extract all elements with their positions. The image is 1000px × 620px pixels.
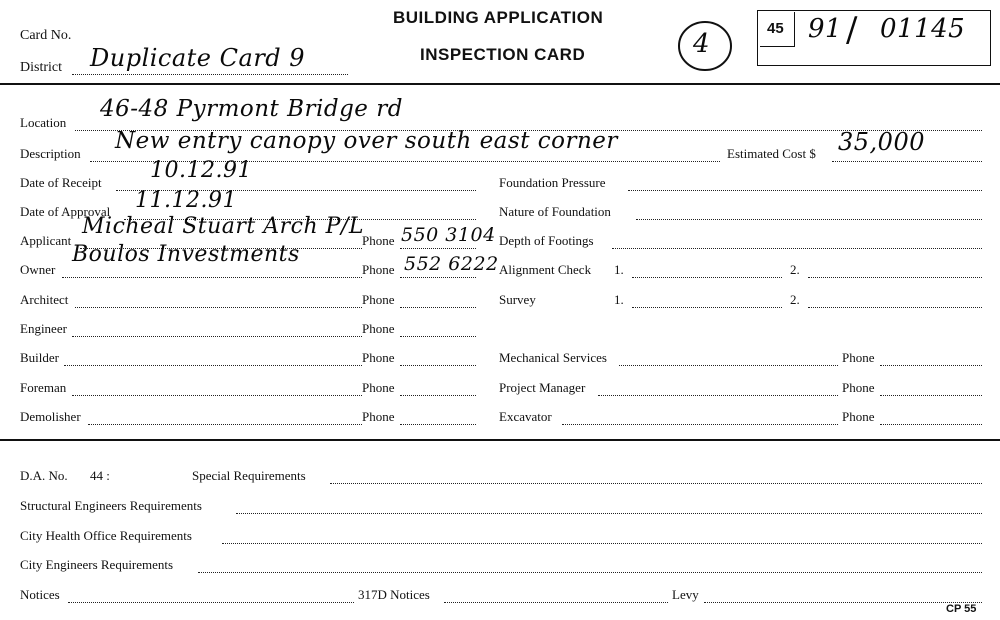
foreman-phone-line: [400, 394, 476, 396]
structural-engineers-label: Structural Engineers Requirements: [20, 498, 202, 513]
alignment-check-label: Alignment Check: [499, 262, 592, 277]
engineer-label: Engineer: [20, 321, 67, 336]
levy-label: Levy: [672, 587, 699, 602]
special-requirements-line: [330, 482, 982, 484]
builder-phone-line: [400, 364, 476, 366]
survey-1: 1.: [614, 292, 624, 307]
architect-label: Architect: [20, 292, 69, 307]
architect-phone-label: Phone: [362, 292, 395, 307]
mechanical-services-line: [619, 364, 838, 366]
applicant-value: Micheal Stuart Arch P/L: [82, 214, 364, 239]
architect-phone-line: [400, 306, 476, 308]
date-approval-label: Date of Approval: [20, 204, 111, 219]
owner-value: Boulos Investments: [72, 242, 300, 267]
foundation-pressure-line: [628, 189, 982, 191]
mechanical-services-label: Mechanical Services: [499, 350, 607, 365]
circle-mark: [675, 17, 735, 75]
date-receipt-label: Date of Receipt: [20, 175, 102, 190]
description-value: New entry canopy over south east corner: [115, 128, 618, 154]
notices-317d-label: 317D Notices: [358, 587, 430, 602]
card-no-label: Card No.: [20, 28, 72, 43]
date-approval-value: 11.12.91: [135, 188, 237, 213]
alignment-check-2-line: [808, 276, 982, 278]
ref-separator: /: [846, 10, 858, 50]
location-label: Location: [20, 115, 67, 130]
notices-label: Notices: [20, 587, 60, 602]
district-line: [72, 73, 348, 75]
applicant-phone-value: 550 3104: [401, 224, 496, 246]
title-line-2: INSPECTION CARD: [420, 45, 586, 64]
levy-line: [704, 601, 982, 603]
estimated-cost-line: [832, 160, 982, 162]
mechanical-phone-line: [880, 364, 982, 366]
owner-phone-label: Phone: [362, 262, 395, 277]
builder-phone-label: Phone: [362, 350, 395, 365]
survey-1-line: [632, 306, 782, 308]
builder-line: [64, 364, 362, 366]
engineer-line: [72, 335, 362, 337]
applicant-label: Applicant: [20, 233, 72, 248]
da-label: D.A. No.: [20, 468, 68, 483]
builder-label: Builder: [20, 350, 59, 365]
engineer-phone-line: [400, 335, 476, 337]
estimated-cost-value: 35,000: [838, 128, 925, 156]
date-receipt-value: 10.12.91: [150, 158, 252, 183]
structural-engineers-line: [236, 512, 982, 514]
city-health-line: [222, 542, 982, 544]
special-requirements-label: Special Requirements: [192, 468, 306, 483]
alignment-check-1: 1.: [614, 262, 624, 277]
city-engineers-label: City Engineers Requirements: [20, 557, 174, 572]
owner-phone-line: [400, 276, 476, 278]
owner-label: Owner: [20, 262, 56, 277]
foreman-line: [72, 394, 362, 396]
notices-317d-line: [444, 601, 668, 603]
survey-2-line: [808, 306, 982, 308]
ref-number: 01145: [880, 14, 966, 44]
owner-phone-value: 552 6222: [404, 253, 499, 275]
da-value: 44 :: [90, 468, 110, 483]
notices-line: [68, 601, 354, 603]
project-manager-phone-line: [880, 394, 982, 396]
depth-footings-label: Depth of Footings: [499, 233, 594, 248]
survey-2: 2.: [790, 292, 800, 307]
location-value: 46-48 Pyrmont Bridge rd: [100, 96, 403, 122]
demolisher-line: [88, 423, 362, 425]
demolisher-phone-line: [400, 423, 476, 425]
district-label: District: [20, 60, 62, 75]
owner-line: [62, 276, 362, 278]
main-rule: [0, 439, 1000, 441]
demolisher-label: Demolisher: [20, 409, 81, 424]
ref-prefix: 45: [767, 20, 784, 37]
ref-year: 91: [808, 14, 843, 44]
demolisher-phone-label: Phone: [362, 409, 395, 424]
excavator-phone-line: [880, 423, 982, 425]
nature-foundation-label: Nature of Foundation: [499, 204, 611, 219]
project-manager-label: Project Manager: [499, 380, 586, 395]
district-value: Duplicate Card 9: [90, 44, 306, 72]
city-health-label: City Health Office Requirements: [20, 528, 192, 543]
circle-mark-text: 4: [693, 29, 711, 59]
architect-line: [75, 306, 362, 308]
estimated-cost-label: Estimated Cost $: [727, 146, 816, 161]
title-line-1: BUILDING APPLICATION: [393, 8, 604, 27]
survey-label: Survey: [499, 292, 536, 307]
form-code: CP 55: [946, 603, 977, 615]
foreman-phone-label: Phone: [362, 380, 395, 395]
foundation-pressure-label: Foundation Pressure: [499, 175, 606, 190]
excavator-line: [562, 423, 838, 425]
header-rule: [0, 83, 1000, 85]
description-label: Description: [20, 146, 81, 161]
engineer-phone-label: Phone: [362, 321, 395, 336]
depth-footings-line: [612, 247, 982, 249]
foreman-label: Foreman: [20, 380, 67, 395]
project-manager-line: [598, 394, 838, 396]
city-engineers-line: [198, 571, 982, 573]
excavator-phone-label: Phone: [842, 409, 875, 424]
mechanical-phone-label: Phone: [842, 350, 875, 365]
excavator-label: Excavator: [499, 409, 552, 424]
alignment-check-2: 2.: [790, 262, 800, 277]
alignment-check-1-line: [632, 276, 782, 278]
project-manager-phone-label: Phone: [842, 380, 875, 395]
applicant-phone-label: Phone: [362, 233, 395, 248]
nature-foundation-line: [636, 218, 982, 220]
applicant-phone-line: [400, 247, 476, 249]
